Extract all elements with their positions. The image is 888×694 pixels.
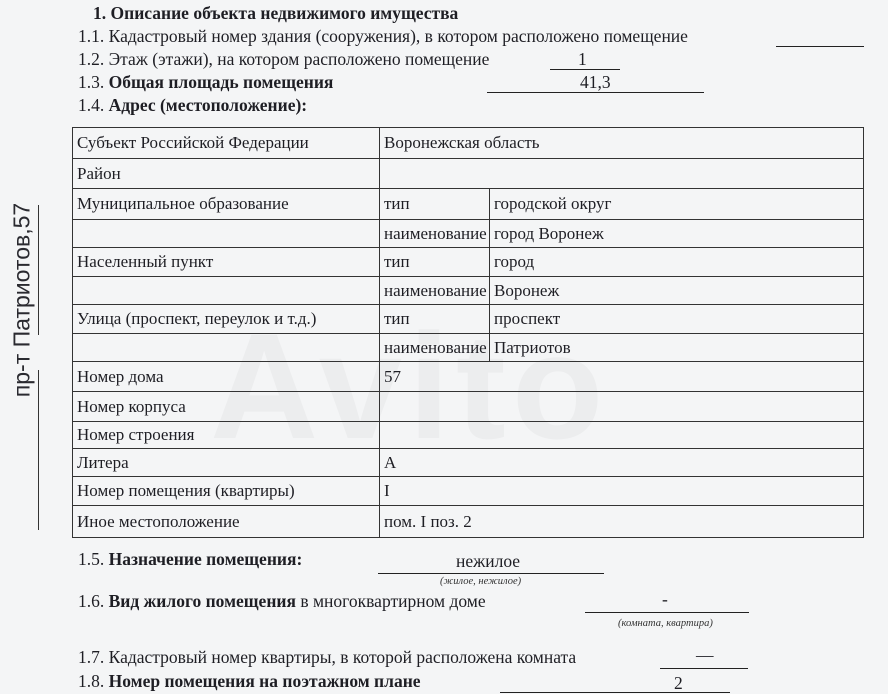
- table-row: [73, 506, 864, 538]
- table-row: [73, 449, 864, 477]
- item-1-8-num: 1.8.: [78, 671, 105, 691]
- street-type-value: проспект: [490, 305, 864, 334]
- settlement-type-value: город: [490, 248, 864, 277]
- building-value: [380, 392, 864, 422]
- item-1-1-underline: [776, 46, 864, 47]
- living-type-suffix: в многоквартирном доме: [300, 591, 486, 611]
- item-1-2-label: 1.2. Этаж (этажи), на котором расположено помещение: [78, 49, 490, 69]
- table-row: [73, 334, 864, 362]
- table-row: [73, 392, 864, 422]
- other-label: Иное местоположение: [73, 506, 380, 538]
- table-row: [73, 477, 864, 506]
- building-label: Номер корпуса: [73, 392, 380, 422]
- item-1-3-value: 41,3: [580, 72, 611, 92]
- purpose-label: Назначение помещения:: [108, 549, 303, 569]
- table-row: [73, 422, 864, 449]
- living-type-value: -: [662, 589, 668, 609]
- item-1-8-label: Номер помещения на поэтажном плане: [108, 671, 421, 691]
- municipal-type-value: городской округ: [490, 189, 864, 220]
- item-1-7-value: —: [696, 645, 714, 665]
- settlement-type-label: тип: [380, 248, 490, 277]
- street-empty: [73, 334, 380, 362]
- house-label: Номер дома: [73, 362, 380, 392]
- street-name-value: Патриотов: [490, 334, 864, 362]
- item-1-2-underline: [550, 69, 620, 70]
- district-label: Район: [73, 159, 380, 189]
- settlement-name-label: наименование: [380, 277, 490, 305]
- living-type-num: 1.6.: [78, 591, 105, 611]
- apartment-label: Номер помещения (квартиры): [73, 477, 380, 506]
- item-1-4-label: Адрес (местоположение):: [108, 95, 308, 115]
- table-row: [73, 277, 864, 305]
- municipal-type-label: тип: [380, 189, 490, 220]
- living-type-underline: [585, 612, 749, 613]
- street-label: Улица (проспект, переулок и т.д.): [73, 305, 380, 334]
- municipal-name-label: наименование: [380, 220, 490, 248]
- item-1-2-value: 1: [578, 49, 587, 69]
- settlement-empty: [73, 277, 380, 305]
- settlement-name-value: Воронеж: [490, 277, 864, 305]
- item-1-3: [78, 72, 333, 93]
- item-1-7-label: 1.7. Кадастровый номер квартиры, в которой расположена комната: [78, 647, 577, 667]
- purpose-value: нежилое: [456, 551, 521, 571]
- table-row: [73, 248, 864, 277]
- living-type-hint: (комната, квартира): [618, 618, 713, 629]
- table-row: [73, 128, 864, 159]
- table-row: [73, 159, 864, 189]
- street-type-label: тип: [380, 305, 490, 334]
- table-row: [73, 220, 864, 248]
- address-table: [72, 127, 864, 538]
- apartment-value: I: [380, 477, 864, 506]
- structure-value: [380, 422, 864, 449]
- item-1-8-row: [78, 671, 421, 692]
- item-1-4: [78, 95, 307, 116]
- table-row: [73, 305, 864, 334]
- item-1-8-underline: [500, 692, 730, 693]
- item-1-8-value: 2: [674, 673, 683, 693]
- subject-label: Субъект Российской Федерации: [73, 128, 380, 159]
- purpose-hint: (жилое, нежилое): [440, 576, 522, 587]
- purpose-num: 1.5.: [78, 549, 105, 569]
- settlement-label: Населенный пункт: [73, 248, 380, 277]
- municipal-name-value: город Воронеж: [490, 220, 864, 248]
- district-value: [380, 159, 864, 189]
- item-1-1-label: 1.1. Кадастровый номер здания (сооружения), в котором расположено помещение: [78, 26, 688, 46]
- item-1-3-label: Общая площадь помещения: [108, 72, 334, 92]
- item-1-3-num: 1.3.: [78, 72, 105, 92]
- table-row: [73, 362, 864, 392]
- side-rule-bottom: [38, 370, 39, 530]
- section-title: 1. Описание объекта недвижимого имущества: [93, 3, 459, 23]
- liter-value: А: [380, 449, 864, 477]
- purpose-row: [78, 549, 302, 570]
- structure-label: Номер строения: [73, 422, 380, 449]
- item-1-4-num: 1.4.: [78, 95, 105, 115]
- other-value: пом. I поз. 2: [380, 506, 864, 538]
- street-name-label: наименование: [380, 334, 490, 362]
- subject-value: Воронежская область: [380, 128, 864, 159]
- municipal-empty: [73, 220, 380, 248]
- house-value: 57: [380, 362, 864, 392]
- side-address-label: пр-т Патриотов,57: [8, 202, 35, 398]
- living-type-row: [78, 591, 486, 612]
- living-type-label: Вид жилого помещения: [108, 591, 296, 611]
- purpose-underline: [378, 573, 604, 574]
- liter-label: Литера: [73, 449, 380, 477]
- municipal-label: Муниципальное образование: [73, 189, 380, 220]
- item-1-7-underline: [660, 668, 748, 669]
- table-row: [73, 189, 864, 220]
- item-1-3-underline: [487, 92, 704, 93]
- side-rule-top: [38, 205, 39, 335]
